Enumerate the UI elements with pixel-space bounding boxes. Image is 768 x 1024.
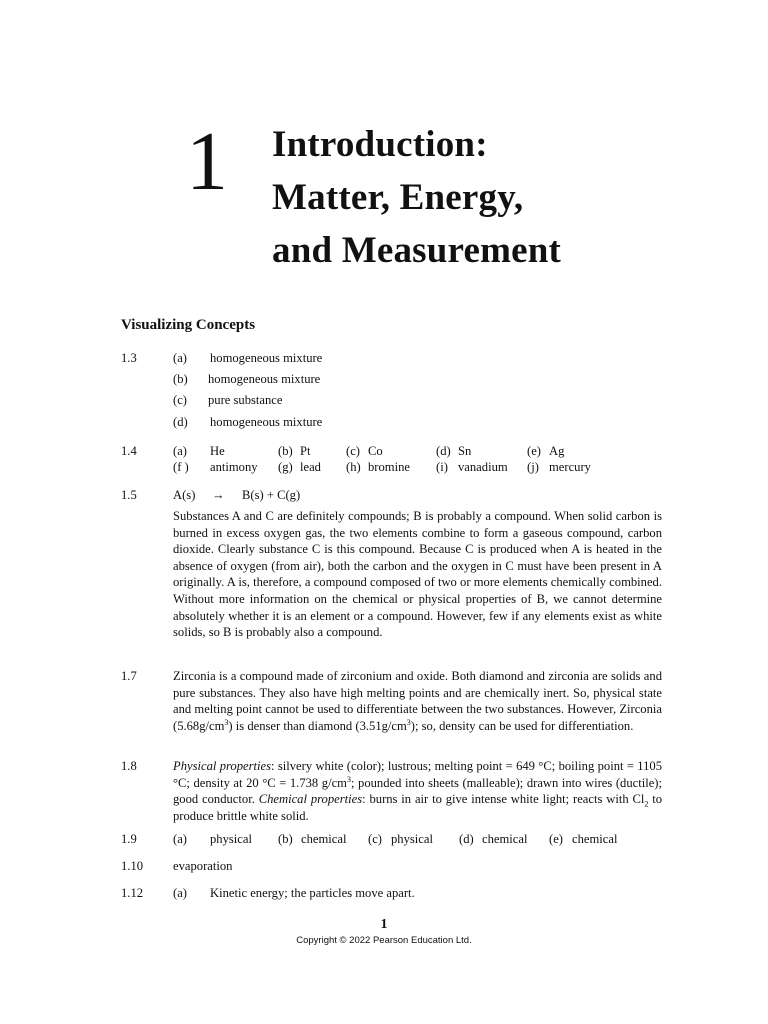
item-text: vanadium: [458, 460, 508, 474]
item-text: He: [210, 444, 225, 458]
item-text: physical: [210, 832, 252, 846]
item-text: homogeneous mixture: [210, 415, 323, 429]
item-text: chemical: [572, 832, 618, 846]
item-label: (g): [278, 460, 293, 474]
page-number: 1: [380, 917, 388, 932]
item-text: evaporation: [173, 859, 233, 873]
item-text: Ag: [549, 444, 565, 458]
item-text: Co: [368, 444, 383, 458]
item-text: lead: [300, 460, 321, 474]
item-label: (c): [173, 393, 187, 407]
text-run: : silvery white (color); lustrous; melting point = 649 °C; boiling point = 1105 °C; density at 20 °C = 1.738 g/cm: [173, 759, 662, 790]
item-text: Sn: [458, 444, 472, 458]
question-number: 1.8: [121, 759, 137, 773]
superscript: 3: [346, 774, 351, 784]
chapter-title-line-2: Matter, Energy,: [272, 177, 524, 218]
item-label: (a): [173, 444, 187, 458]
item-label: (h): [346, 460, 361, 474]
item-label: (c): [368, 832, 382, 846]
item-label: (e): [549, 832, 563, 846]
reactant: A(s): [173, 488, 196, 502]
item-label: (d): [436, 444, 451, 458]
chemical-properties-label: Chemical properties: [258, 792, 363, 807]
item-label: (j): [527, 460, 539, 474]
section-heading: Visualizing Concepts: [121, 317, 256, 333]
text-run: ) is denser than diamond (3.51g/cm: [228, 718, 407, 733]
chapter-title-line-3: and Measurement: [272, 230, 562, 271]
item-text: antimony: [210, 460, 258, 474]
item-text: physical: [391, 832, 433, 846]
item-label: (b): [173, 372, 188, 386]
question-number: 1.5: [121, 488, 137, 502]
copyright-notice: Copyright © 2022 Pearson Education Ltd.: [296, 935, 472, 946]
question-1-8-paragraph: [173, 758, 662, 824]
item-label: (a): [173, 886, 187, 900]
text-run: : burns in air to give intense white light; reacts with Cl: [362, 792, 645, 807]
question-number: 1.4: [121, 444, 137, 458]
item-text: Kinetic energy; the particles move apart.: [210, 886, 415, 900]
item-label: (i): [436, 460, 448, 474]
question-1-5-paragraph: Substances A and C are definitely compounds; B is probably a compound. When solid carbon is burned in excess oxygen gas, the two elements combine to form a gaseous compound, carbon dioxide. Clearly substance C is this compound. Because C is produced when A is heated in the absence of oxygen (from air), both the carbon and the oxygen in C must have been present in A originally. A is, therefore, a compound composed of two or more elements chemically combined. Without more information on the chemical or physical properties of B, we cannot determine absolutely whether it is an element or a compound. However, few if any elements exist as white solids, so B is probably also a compound.: [173, 509, 662, 640]
item-label: (d): [173, 415, 188, 429]
question-number: 1.3: [121, 351, 137, 365]
text-run: to produce brittle white solid.: [173, 792, 663, 823]
item-label: (a): [173, 832, 187, 846]
item-text: bromine: [368, 460, 410, 474]
item-label: (c): [346, 444, 360, 458]
question-number: 1.9: [121, 832, 137, 846]
text-run: ; pounded into sheets (malleable); drawn into wires (ductile); good conductor.: [173, 775, 663, 807]
item-text: mercury: [549, 460, 591, 474]
item-label: (b): [278, 444, 293, 458]
item-text: homogeneous mixture: [208, 372, 321, 386]
superscript: 3: [224, 717, 229, 727]
question-number: 1.7: [121, 669, 137, 683]
item-label: (b): [278, 832, 293, 846]
item-text: Pt: [300, 444, 311, 458]
text-run: Zirconia is a compound made of zirconium and oxide. Both diamond and zirconia are solids and pure substances. They also have high melting points and are chemically inert. So, physical state and melting point cannot be used to differentiate between the two substances. However, Zirconia (5.68g/cm: [173, 669, 662, 733]
text-run: ); so, density can be used for differentiation.: [410, 718, 634, 733]
item-text: pure substance: [208, 393, 283, 407]
question-number: 1.12: [121, 886, 144, 900]
reaction-arrow: →: [212, 488, 225, 502]
subscript: 2: [644, 799, 649, 809]
item-label: (a): [173, 351, 187, 365]
item-text: chemical: [482, 832, 528, 846]
superscript: 3: [406, 717, 411, 727]
item-text: homogeneous mixture: [210, 351, 323, 365]
item-label: (f ): [173, 460, 189, 474]
products: B(s) + C(g): [242, 488, 301, 502]
item-label: (d): [459, 832, 474, 846]
item-label: (e): [527, 444, 541, 458]
chapter-number: 1: [186, 115, 228, 208]
chapter-title: [272, 118, 561, 277]
chapter-title-line-1: Introduction:: [272, 124, 488, 165]
question-1-7-paragraph: [173, 668, 662, 734]
question-number: 1.10: [121, 859, 144, 873]
physical-properties-label: Physical properties: [173, 759, 272, 773]
item-text: chemical: [301, 832, 347, 846]
